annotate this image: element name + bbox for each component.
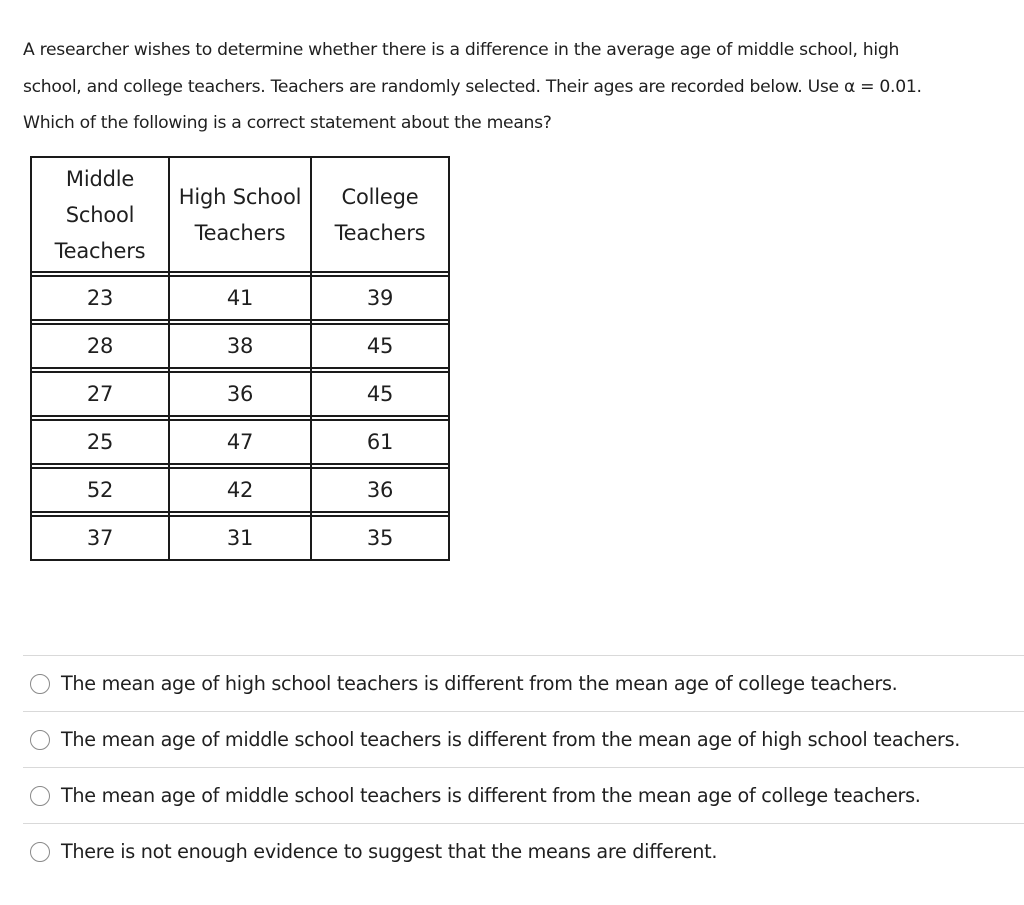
table-row xyxy=(31,420,449,464)
table-row xyxy=(31,468,449,512)
table-cell: 23 xyxy=(31,276,169,320)
table-cell: 61 xyxy=(311,420,449,464)
table-cell: 41 xyxy=(169,276,311,320)
table-header-row xyxy=(31,157,449,272)
table-cell: 47 xyxy=(169,420,311,464)
header-line: Teachers xyxy=(334,220,426,245)
answer-option-label: There is not enough evidence to suggest that the means are different. xyxy=(61,840,718,863)
answer-option[interactable] xyxy=(23,823,1024,879)
table-cell: 35 xyxy=(311,516,449,560)
table-cell: 28 xyxy=(31,324,169,368)
ages-table xyxy=(30,156,450,561)
table-cell: 39 xyxy=(311,276,449,320)
table-cell: 25 xyxy=(31,420,169,464)
table-cell: 31 xyxy=(169,516,311,560)
header-line: College xyxy=(341,184,419,209)
answer-option-label: The mean age of middle school teachers is different from the mean age of college teachers. xyxy=(61,784,921,807)
table-cell: 27 xyxy=(31,372,169,416)
table-cell: 45 xyxy=(311,324,449,368)
table-row xyxy=(31,372,449,416)
table-cell: 38 xyxy=(169,324,311,368)
table-row xyxy=(31,324,449,368)
radio-button[interactable] xyxy=(30,674,50,694)
question-text xyxy=(23,32,1003,142)
table-cell: 36 xyxy=(311,468,449,512)
answer-option-label: The mean age of high school teachers is different from the mean age of college teachers. xyxy=(61,672,898,695)
table-cell: 37 xyxy=(31,516,169,560)
table-cell: 36 xyxy=(169,372,311,416)
question-line: school, and college teachers. Teachers are randomly selected. Their ages are recorded below. Use α = 0.01. xyxy=(23,76,922,97)
radio-button[interactable] xyxy=(30,730,50,750)
header-high-school xyxy=(169,157,311,272)
answer-option[interactable] xyxy=(23,711,1024,767)
table-row xyxy=(31,516,449,560)
radio-button[interactable] xyxy=(30,786,50,806)
answer-options xyxy=(23,655,1024,879)
question-line: A researcher wishes to determine whether there is a difference in the average age of middle school, high xyxy=(23,40,900,60)
header-line: Teachers xyxy=(194,220,286,245)
header-line: Middle xyxy=(65,166,135,191)
answer-option[interactable] xyxy=(23,767,1024,823)
answer-option[interactable] xyxy=(23,655,1024,711)
table-cell: 42 xyxy=(169,468,311,512)
table-cell: 52 xyxy=(31,468,169,512)
header-line: High School xyxy=(178,184,302,209)
header-line: Teachers xyxy=(54,238,146,263)
header-college xyxy=(311,157,449,272)
radio-button[interactable] xyxy=(30,842,50,862)
table-row xyxy=(31,276,449,320)
question-line: Which of the following is a correct statement about the means? xyxy=(23,113,552,133)
answer-option-label: The mean age of middle school teachers is different from the mean age of high school teachers. xyxy=(61,728,961,751)
header-middle-school xyxy=(31,157,169,272)
header-line: School xyxy=(65,202,135,227)
table-cell: 45 xyxy=(311,372,449,416)
